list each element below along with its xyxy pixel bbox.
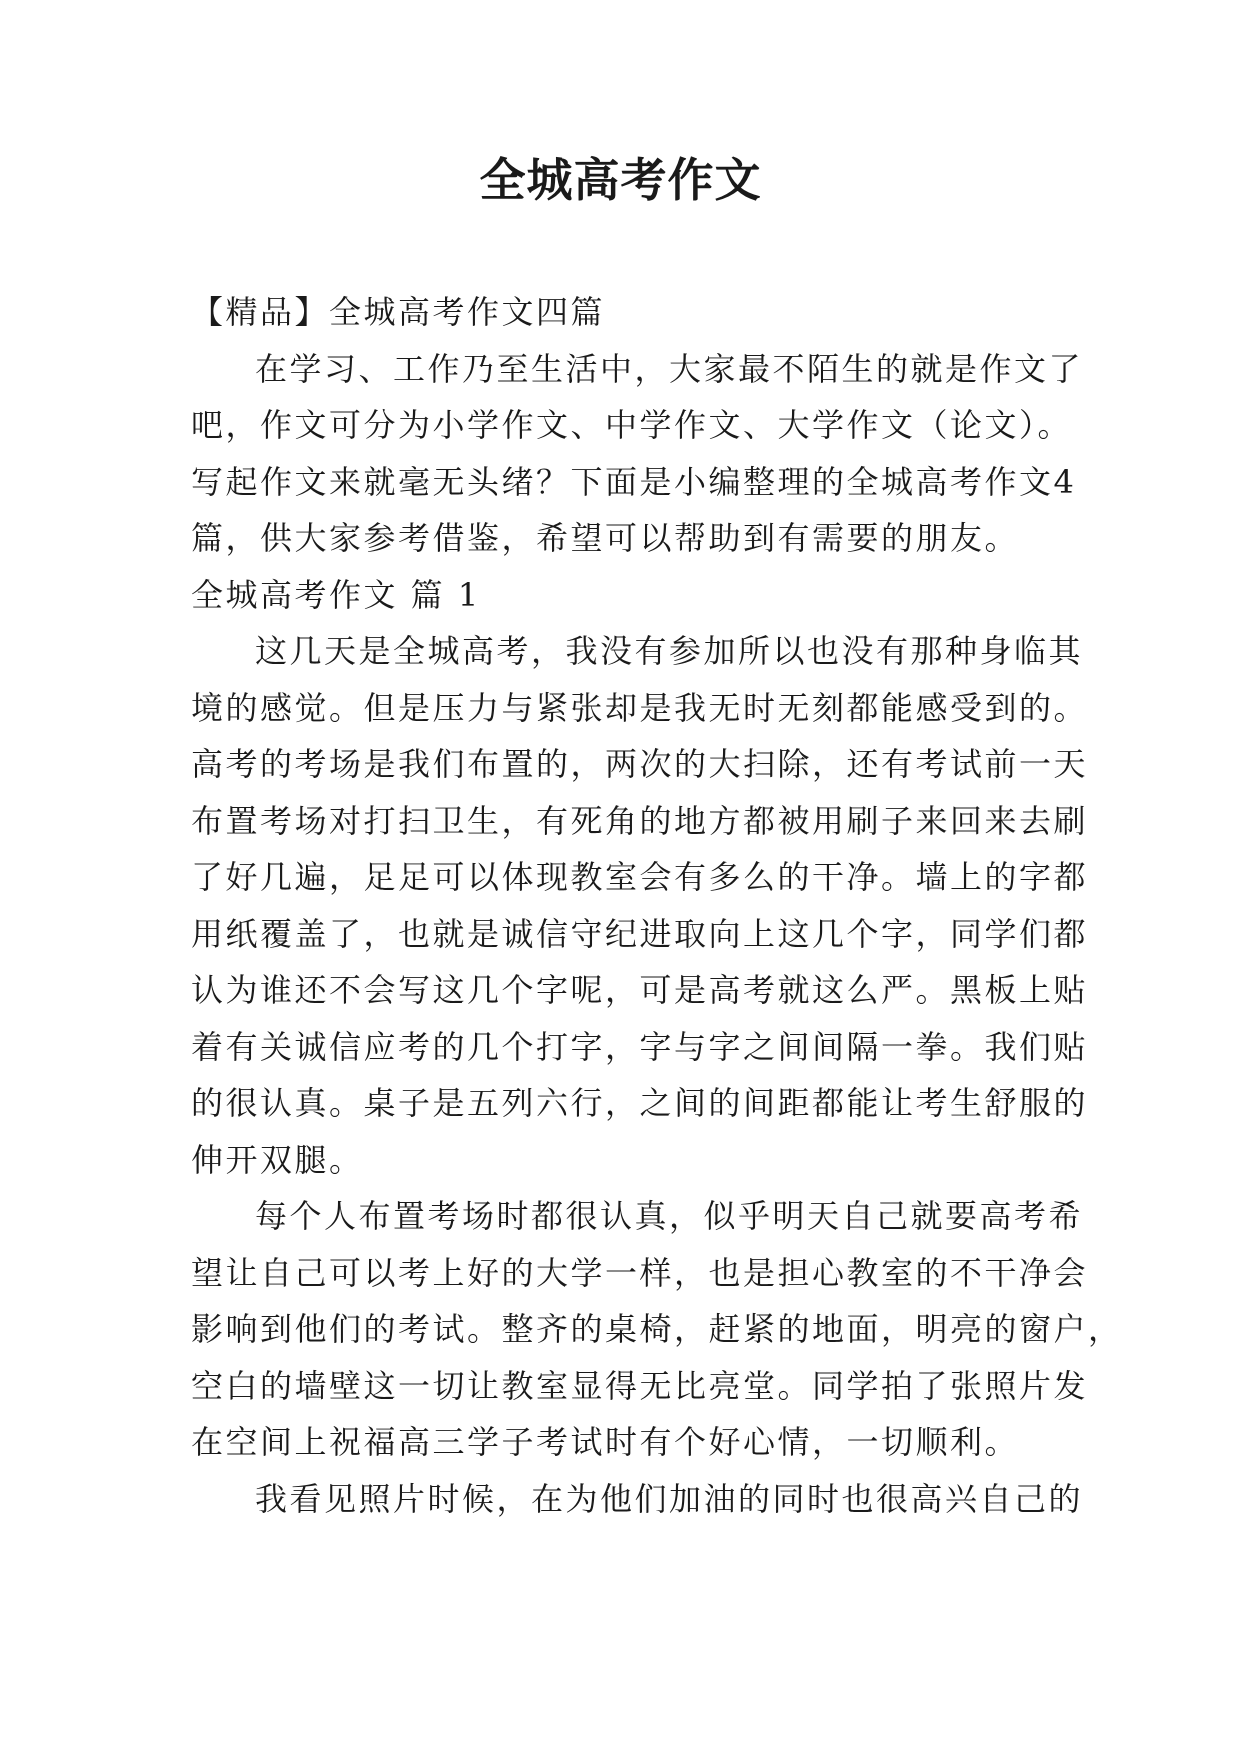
- text-line: 【精品】全城高考作文四篇: [191, 293, 606, 331]
- text-line: 认为谁还不会写这几个字呢，可是高考就这么严。黑板上贴: [191, 971, 1089, 1009]
- text-line: 全城高考作文 篇 1: [191, 575, 481, 614]
- document-title: 全城高考作文: [479, 153, 762, 207]
- text-line: 我看见照片时候，在为他们加油的同时也很高兴自己的: [255, 1479, 1084, 1518]
- text-line: 在空间上祝福高三学子考试时有个好心情，一切顺利。: [191, 1423, 1020, 1461]
- text-line: 在学习、工作乃至生活中，大家最不陌生的就是作文了: [255, 349, 1084, 388]
- text-line: 境的感觉。但是压力与紧张却是我无时无刻都能感受到的。: [191, 688, 1089, 727]
- text-line: 用纸覆盖了，也就是诚信守纪进取向上这几个字，同学们都: [191, 914, 1089, 953]
- text-line: 影响到他们的考试。整齐的桌椅，赶紧的地面，明亮的窗户，: [191, 1310, 1123, 1348]
- document-body: [191, 284, 1123, 1527]
- text-line: 了好几遍，足足可以体现教室会有多么的干净。墙上的字都: [191, 858, 1089, 896]
- text-line: 高考的考场是我们布置的，两次的大扫除，还有考试前一天: [191, 745, 1089, 783]
- text-line: 伸开双腿。: [191, 1140, 364, 1179]
- text-line: 每个人布置考场时都很认真，似乎明天自己就要高考希: [255, 1197, 1084, 1235]
- text-line: 着有关诚信应考的几个打字，字与字之间间隔一拳。我们贴: [191, 1027, 1089, 1066]
- text-line: 篇，供大家参考借鉴，希望可以帮助到有需要的朋友。: [191, 519, 1020, 557]
- text-line: 望让自己可以考上好的大学一样，也是担心教室的不干净会: [191, 1253, 1089, 1292]
- text-line: 吧，作文可分为小学作文、中学作文、大学作文（论文）。: [191, 406, 1073, 444]
- text-line: 空白的墙壁这一切让教室显得无比亮堂。同学拍了张照片发: [191, 1366, 1089, 1405]
- text-line: 这几天是全城高考，我没有参加所以也没有那种身临其: [255, 632, 1084, 670]
- text-line: 布置考场对打扫卫生，有死角的地方都被用刷子来回来去刷: [191, 801, 1089, 840]
- text-line: 写起作文来就毫无头绪？下面是小编整理的全城高考作文4: [191, 462, 1077, 501]
- text-line: 的很认真。桌子是五列六行，之间的间距都能让考生舒服的: [191, 1084, 1089, 1122]
